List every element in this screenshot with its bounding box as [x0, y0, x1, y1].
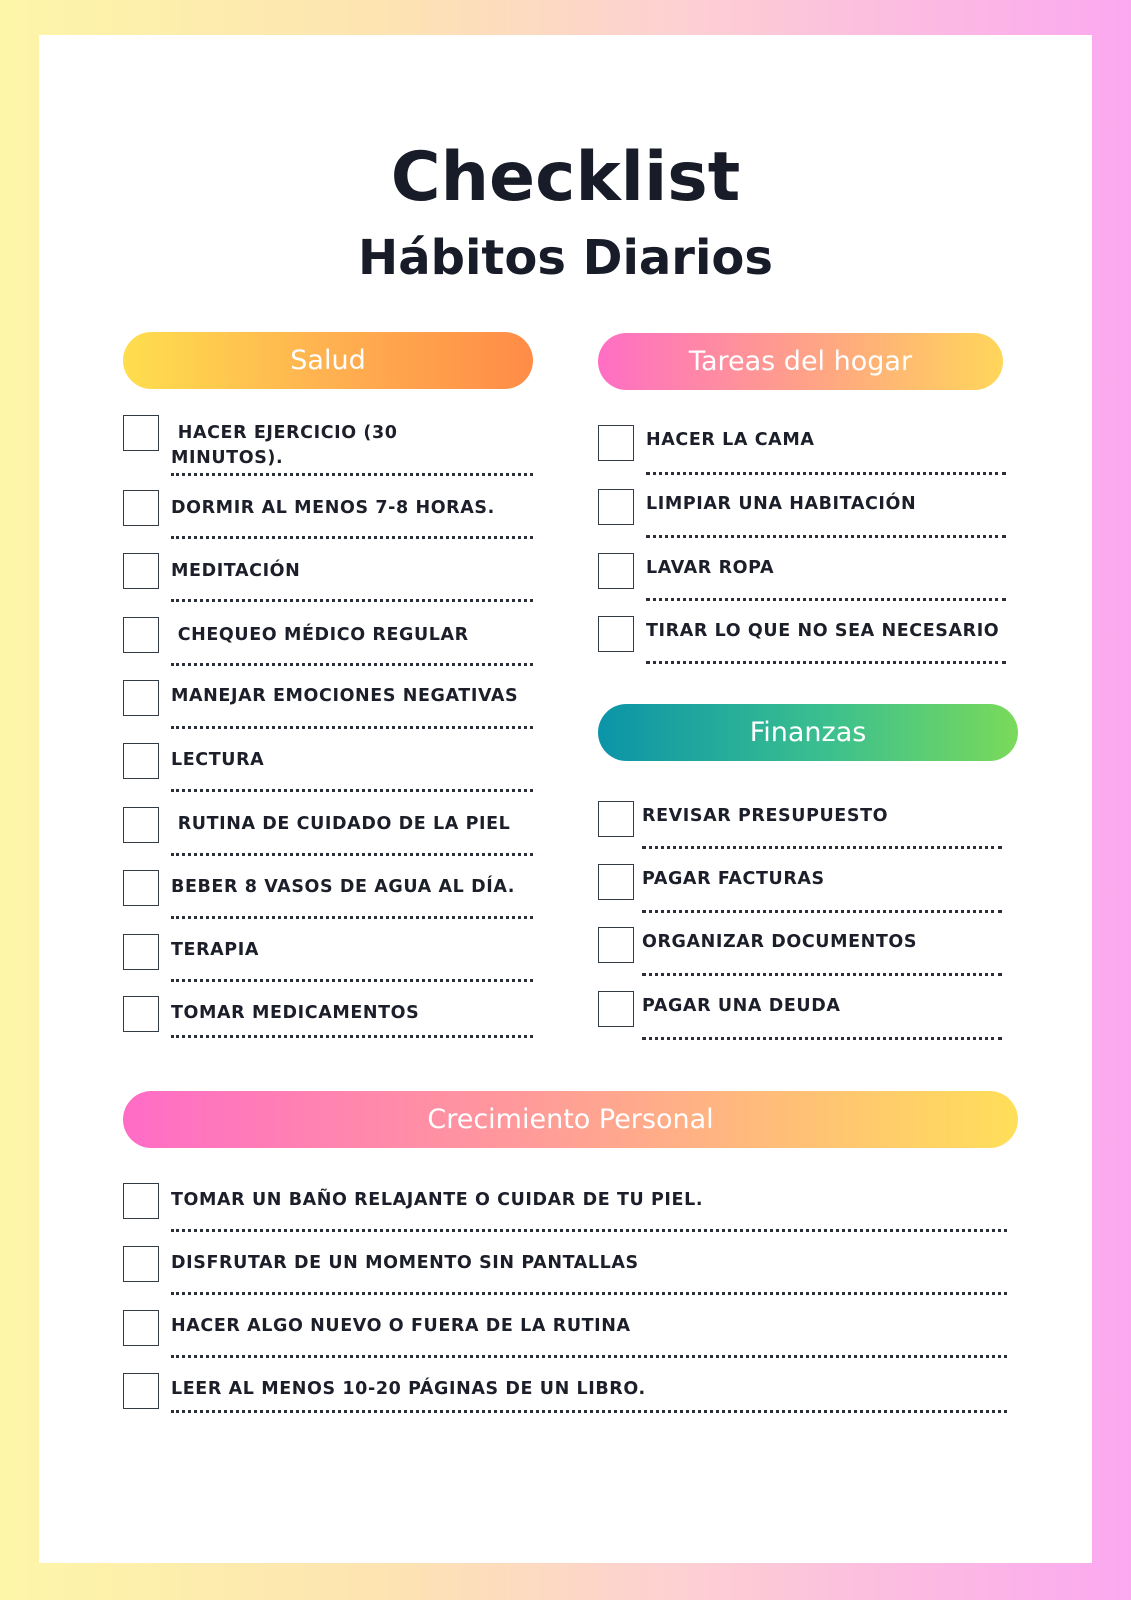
item-label: DORMIR AL MENOS 7-8 HORAS.	[171, 498, 495, 518]
checkbox[interactable]	[598, 489, 634, 525]
dotted-line	[171, 536, 533, 539]
item-label: LEER AL MENOS 10-20 PÁGINAS DE UN LIBRO.	[171, 1379, 646, 1399]
item-label: PAGAR UNA DEUDA	[642, 996, 841, 1016]
item-label: BEBER 8 VASOS DE AGUA AL DÍA.	[171, 877, 516, 897]
dotted-line	[171, 916, 533, 919]
item-label: REVISAR PRESUPUESTO	[642, 806, 889, 826]
checkbox[interactable]	[598, 616, 634, 652]
dotted-line	[171, 473, 533, 476]
checkbox[interactable]	[123, 553, 159, 589]
dotted-line	[171, 1229, 1007, 1232]
dotted-line	[171, 979, 533, 982]
checkbox[interactable]	[598, 553, 634, 589]
item-label: PAGAR FACTURAS	[642, 869, 825, 889]
item-label: ORGANIZAR DOCUMENTOS	[642, 932, 918, 952]
dotted-line	[642, 846, 1002, 849]
item-label: HACER LA CAMA	[646, 430, 815, 450]
item-label: HACER ALGO NUEVO O FUERA DE LA RUTINA	[171, 1316, 631, 1336]
section-heading-tareas-del-hogar: Tareas del hogar	[598, 333, 1003, 390]
item-label: LECTURA	[171, 750, 265, 770]
dotted-line	[646, 598, 1006, 601]
dotted-line	[171, 1292, 1007, 1295]
item-label: MANEJAR EMOCIONES NEGATIVAS	[171, 686, 519, 706]
page-subtitle: Hábitos Diarios	[358, 230, 773, 286]
dotted-line	[646, 535, 1006, 538]
item-label: MEDITACIÓN	[171, 561, 301, 581]
dotted-line	[171, 853, 533, 856]
dotted-line	[642, 1037, 1002, 1040]
dotted-line	[171, 1355, 1007, 1358]
section-heading-finanzas: Finanzas	[598, 704, 1018, 761]
item-label: TERAPIA	[171, 940, 259, 960]
checkbox[interactable]	[123, 1183, 159, 1219]
dotted-line	[646, 661, 1006, 664]
page-title: Checklist	[390, 138, 741, 217]
item-label: TOMAR UN BAÑO RELAJANTE O CUIDAR DE TU PIEL.	[171, 1190, 704, 1210]
dotted-line	[171, 789, 533, 792]
checkbox[interactable]	[123, 870, 159, 906]
item-label: DISFRUTAR DE UN MOMENTO SIN PANTALLAS	[171, 1253, 639, 1273]
checkbox[interactable]	[598, 801, 634, 837]
checkbox[interactable]	[123, 490, 159, 526]
checkbox[interactable]	[123, 934, 159, 970]
item-label: TOMAR MEDICAMENTOS	[171, 1003, 420, 1023]
dotted-line	[171, 726, 533, 729]
dotted-line	[642, 973, 1002, 976]
item-label: CHEQUEO MÉDICO REGULAR	[171, 625, 469, 645]
item-label: TIRAR LO QUE NO SEA NECESARIO	[646, 621, 1000, 641]
checkbox[interactable]	[598, 425, 634, 461]
checkbox[interactable]	[598, 864, 634, 900]
checkbox[interactable]	[598, 991, 634, 1027]
checkbox[interactable]	[123, 1310, 159, 1346]
section-heading-crecimiento-personal: Crecimiento Personal	[123, 1091, 1018, 1148]
checkbox[interactable]	[123, 1373, 159, 1409]
checkbox[interactable]	[123, 1246, 159, 1282]
checkbox[interactable]	[123, 807, 159, 843]
dotted-line	[642, 910, 1002, 913]
checkbox[interactable]	[123, 617, 159, 653]
checkbox[interactable]	[123, 996, 159, 1032]
item-label: RUTINA DE CUIDADO DE LA PIEL	[171, 814, 511, 834]
dotted-line	[171, 1410, 1007, 1413]
dotted-line	[171, 599, 533, 602]
item-label: HACER EJERCICIO (30 MINUTOS).	[171, 423, 398, 468]
checkbox[interactable]	[123, 415, 159, 451]
dotted-line	[646, 472, 1006, 475]
item-label: LIMPIAR UNA HABITACIÓN	[646, 494, 917, 514]
checkbox[interactable]	[123, 680, 159, 716]
checkbox[interactable]	[123, 743, 159, 779]
dotted-line	[171, 1035, 533, 1038]
checkbox[interactable]	[598, 927, 634, 963]
section-heading-salud: Salud	[123, 332, 533, 389]
item-label: LAVAR ROPA	[646, 558, 775, 578]
dotted-line	[171, 663, 533, 666]
